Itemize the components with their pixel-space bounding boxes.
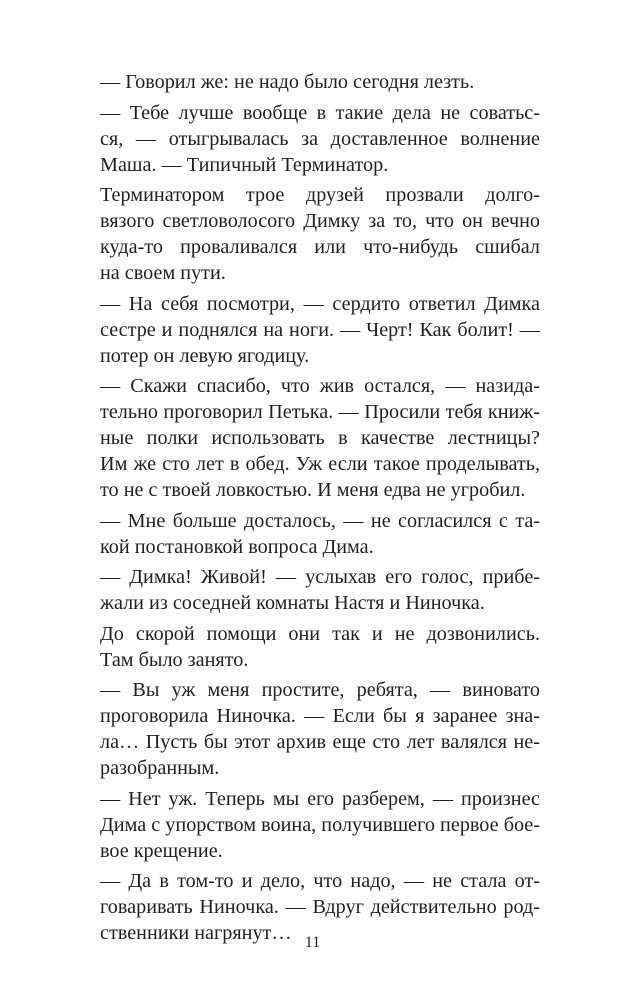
body-text xyxy=(77,69,540,951)
text-line: — Нет уж. Теперь мы его разберем, — произнес xyxy=(100,787,540,810)
text-line: то не с твоей ловкостью. И меня едва не угробил. xyxy=(100,479,526,501)
text-line: — Мне больше досталось, — не согласился с та- xyxy=(100,509,540,532)
text-line: куда-то проваливался или что-нибудь сшибал xyxy=(100,236,540,258)
text-line: Дима с упорством воина, получившего первое бое- xyxy=(100,813,540,836)
text-line: жали из соседней комнаты Настя и Ниночка. xyxy=(100,592,485,614)
paragraph xyxy=(77,100,540,178)
text-line: — Димка! Живой! — услыхав его голос, прибе- xyxy=(100,566,540,588)
text-line: — Да в том-то и дело, что надо, — не стала от- xyxy=(100,870,540,892)
text-line: До скорой помощи они так и не дозвонились. xyxy=(100,622,540,645)
text-line: — На себя посмотри, — сердито ответил Димка xyxy=(100,292,540,315)
text-line: кой постановкой вопроса Дима. xyxy=(100,535,374,558)
paragraph xyxy=(77,564,540,616)
text-line: — Говорил же: не надо было сегодня лезть. xyxy=(100,71,475,93)
paragraph xyxy=(77,291,540,369)
text-line: на своем пути. xyxy=(100,262,226,284)
text-line: ся, — отыгрывалась за доставленное волнение xyxy=(100,127,540,150)
text-line: вое крещение. xyxy=(100,839,223,862)
text-line: ные полки использовать в качестве лестницы? xyxy=(100,427,540,449)
paragraph xyxy=(77,508,540,560)
text-line: Там было занято. xyxy=(100,648,249,671)
text-line: — Тебе лучше вообще в такие дела не соватьс- xyxy=(100,101,540,124)
text-line: Им же сто лет в обед. Уж если такое проделывать, xyxy=(100,453,540,475)
paragraph xyxy=(77,621,540,673)
paragraph xyxy=(77,786,540,864)
paragraph xyxy=(77,373,540,503)
text-line: Терминатором трое друзей прозвали долго- xyxy=(100,184,540,206)
text-line: ственники нагрянут… xyxy=(100,922,292,944)
text-line: — Скажи спасибо, что жив остался, — назида- xyxy=(100,375,540,397)
paragraph xyxy=(77,677,540,781)
text-line: говаривать Ниночка. — Вдруг действительно род- xyxy=(100,896,540,918)
page-number: 11 xyxy=(304,934,321,951)
text-line: потер он левую ягодицу. xyxy=(100,344,310,367)
paragraph xyxy=(77,182,540,286)
text-line: проговорила Ниночка. — Если бы я заранее зна- xyxy=(100,705,540,727)
paragraph xyxy=(77,69,540,95)
text-line: — Вы уж меня простите, ребята, — виновато xyxy=(100,679,540,701)
text-line: ла… Пусть бы этот архив еще сто лет валялся не- xyxy=(100,731,540,753)
text-line: вязого светловолосого Димку за то, что он вечно xyxy=(100,210,540,232)
text-line: сестре и поднялся на ноги. — Черт! Как болит! — xyxy=(100,318,540,341)
text-line: Маша. — Типичный Терминатор. xyxy=(100,153,389,176)
text-line: разобранным. xyxy=(100,757,220,779)
text-line: тельно проговорил Петька. — Просили тебя книж- xyxy=(100,401,540,423)
